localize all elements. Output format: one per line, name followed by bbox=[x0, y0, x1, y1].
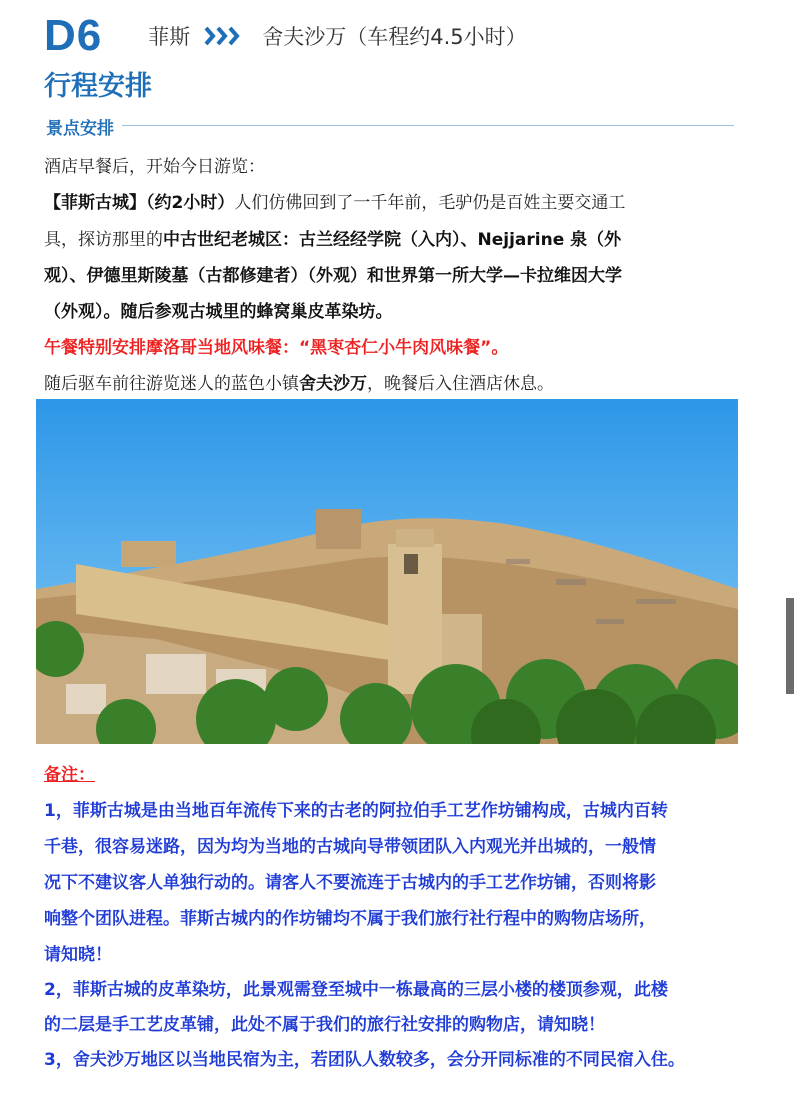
body-line: （外观）。随后参观古城里的蜂窝巢皮革染坊。 bbox=[44, 302, 393, 322]
note-line: 响整个团队进程。菲斯古城内的作坊铺均不属于我们旅行社行程中的购物店场所， bbox=[44, 909, 656, 929]
note-line: 千巷，很容易迷路，因为均为当地的古城向导带领团队入内观光并出城的，一般情 bbox=[44, 837, 656, 857]
sub-title: 景点安排 bbox=[46, 119, 114, 139]
body-line: 酒店早餐后，开始今日游览： bbox=[44, 157, 265, 177]
origin-city: 菲斯 bbox=[148, 25, 191, 49]
note-line: 3，舍夫沙万地区以当地民宿为主，若团队人数较多，会分开同标准的不同民宿入住。 bbox=[44, 1050, 685, 1070]
destination-city: 舍夫沙万（车程约4.5小时） bbox=[262, 25, 527, 49]
sub-title-divider bbox=[122, 125, 734, 126]
body-line: 随后驱车前往游览迷人的蓝色小镇舍夫沙万，晚餐后入住酒店休息。 bbox=[44, 374, 554, 394]
notes-title: 备注： bbox=[44, 765, 95, 785]
note-line: 况下不建议客人单独行动的。请客人不要流连于古城内的手工艺作坊铺，否则将影 bbox=[44, 873, 656, 893]
day-number: D6 bbox=[44, 11, 103, 60]
body-line: 具，探访那里的中古世纪老城区：古兰经经学院（入内）、Nejjarine 泉（外 bbox=[44, 230, 622, 250]
body-line: 观）、伊德里斯陵墓（古都修建者）（外观）和世界第一所大学—卡拉维因大学 bbox=[44, 266, 622, 286]
fes-medina-photo bbox=[36, 399, 738, 744]
note-line: 2，菲斯古城的皮革染坊，此景观需登至城中一栋最高的三层小楼的楼顶参观，此楼 bbox=[44, 980, 668, 1000]
note-line: 请知晓！ bbox=[44, 945, 112, 965]
triple-chevron-right-icon bbox=[204, 25, 244, 47]
lunch-highlight: 午餐特别安排摩洛哥当地风味餐：“黑枣杏仁小牛肉风味餐”。 bbox=[44, 338, 509, 358]
day-header bbox=[44, 10, 527, 62]
section-title: 行程安排 bbox=[44, 71, 152, 102]
note-line: 1，菲斯古城是由当地百年流传下来的古老的阿拉伯手工艺作坊铺构成，古城内百转 bbox=[44, 801, 668, 821]
page-side-tab[interactable] bbox=[786, 598, 794, 694]
body-line: 【菲斯古城】（约2小时）人们仿佛回到了一千年前，毛驴仍是百姓主要交通工 bbox=[44, 193, 626, 213]
note-line: 的二层是手工艺皮革铺，此处不属于我们的旅行社安排的购物店，请知晓！ bbox=[44, 1015, 605, 1035]
